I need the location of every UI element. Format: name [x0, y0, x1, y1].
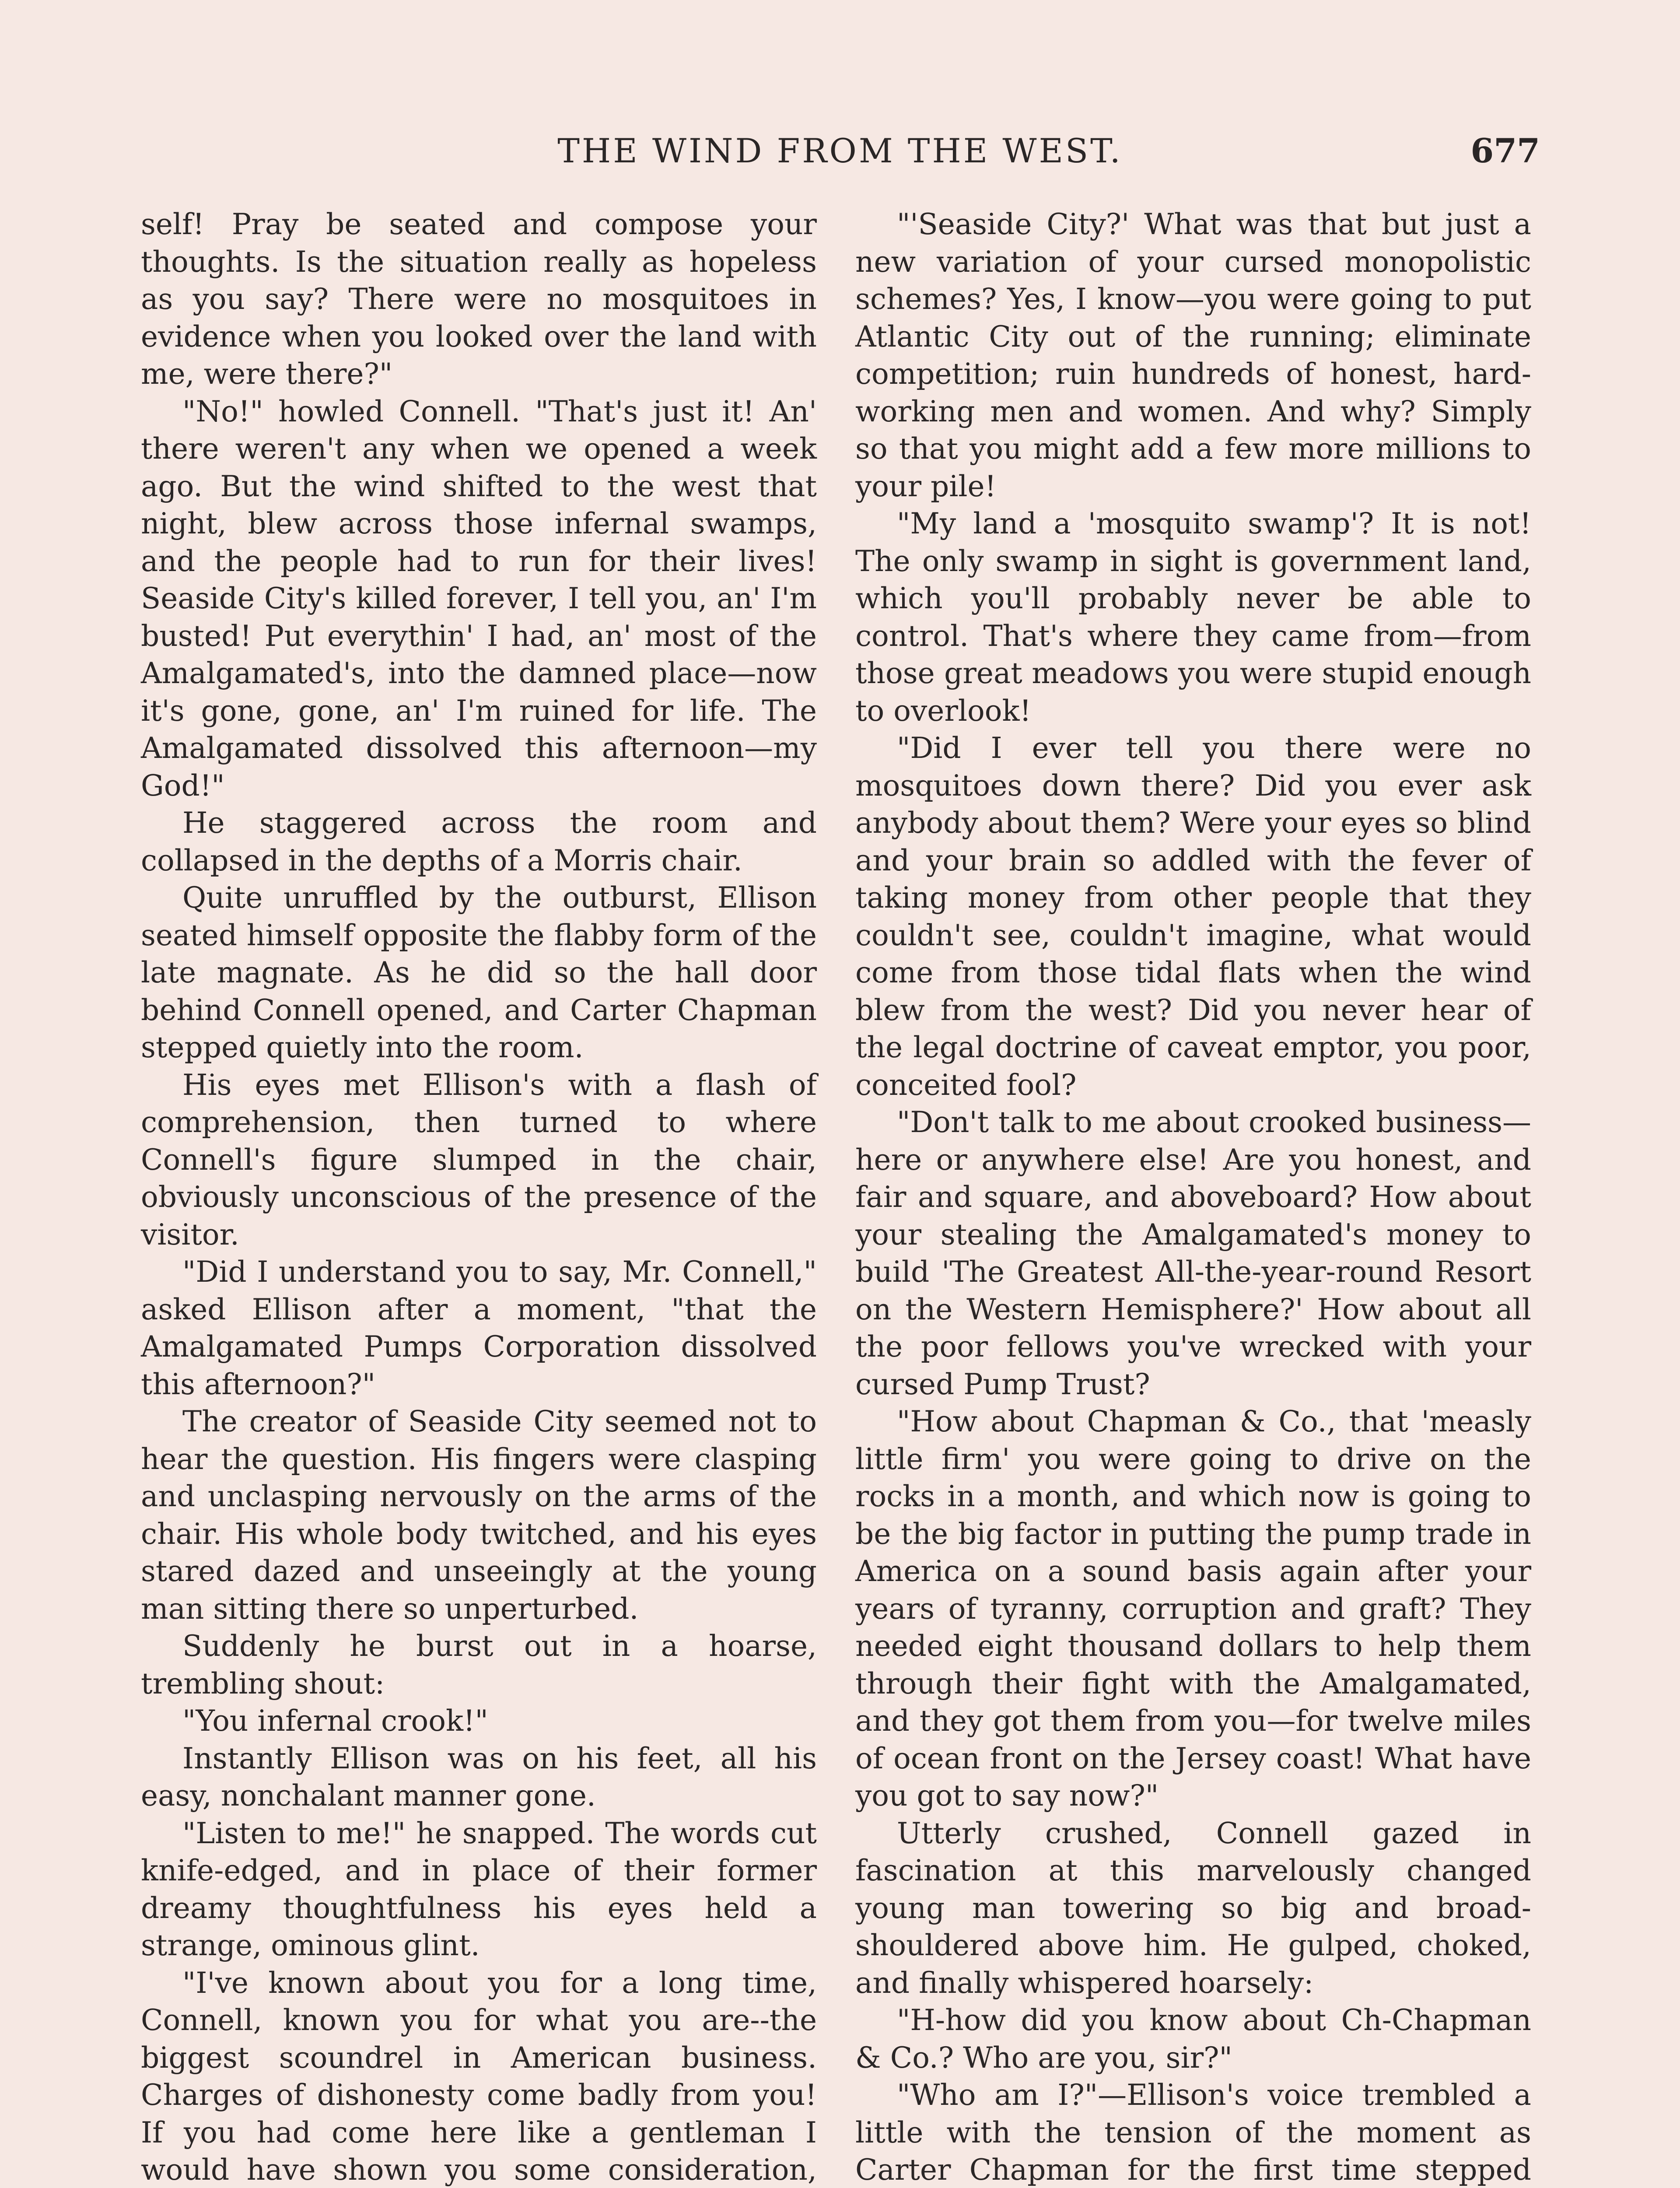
running-title: THE WIND FROM THE WEST.: [557, 131, 1123, 170]
paragraph: "My land a 'mosquito swamp'? It is not! The only swamp in sight is government land, which you'll probably never be able to control. That's where they came from—from those great meadows you were stupid enough to overlook!: [855, 507, 1531, 728]
page-header: [140, 127, 1540, 179]
paragraph: self! Pray be seated and compose your thoughts. Is the situation really as hopeless as you say? There were no mosquitoes in evidence when you looked over the land with me, were there?": [141, 207, 817, 391]
paragraph: Instantly Ellison was on his feet, all his easy, nonchalant manner gone.: [141, 1741, 817, 1813]
paragraph: "Don't talk to me about crooked business—here or anywhere else! Are you honest, and fair and square, and aboveboard? How about your stealing the Amalgamated's money to build 'The Greatest All-the-year-round Resort on the Western Hemisphere?' How about all the poor fellows you've wrecked with your cursed Pump Trust?: [855, 1105, 1531, 1401]
paragraph: "Who am I?"—Ellison's voice trembled a little with the tension of the moment as Carter Chapman for the first time stepped: [855, 2078, 1531, 2187]
paragraph: He staggered across the room and collapsed in the depths of a Morris chair.: [141, 806, 817, 877]
paragraph: Quite unruffled by the outburst, Ellison seated himself opposite the flabby form of the late magnate. As he did so the hall door behind Connell opened, and Carter Chapman stepped quietly into the room.: [141, 881, 817, 1064]
right-column: [855, 206, 1531, 2188]
paragraph: "I've known about you for a long time, Connell, known you for what you are--the biggest scoundrel in American business. Charges of dishonesty come badly from you! If you had come here like a gentleman I would have shown you some consideration,: [141, 1966, 817, 2187]
paragraph: "Did I ever tell you there were no mosquitoes down there? Did you ever ask anybody about them? Were your eyes so blind and your brain so addled with the fever of taking money from other people that they couldn't see, couldn't imagine, what would come from those tidal flats when the wind blew from the west? Did you never hear of the legal doctrine of caveat emptor, you poor, conceited fool?: [855, 731, 1531, 1102]
paragraph: Suddenly he burst out in a hoarse, trembling shout:: [141, 1629, 817, 1701]
paragraph: Utterly crushed, Connell gazed in fascination at this marvelously changed young man towering so big and broad-shouldered above him. He gulped, choked, and finally whispered hoarsely:: [855, 1816, 1531, 2000]
left-column: [141, 206, 817, 2188]
paragraph: The creator of Seaside City seemed not to hear the question. His fingers were clasping and unclasping nervously on the arms of the chair. His whole body twitched, and his eyes stared dazed and unseeingly at the young man sitting there so unperturbed.: [141, 1405, 817, 1626]
paragraph: His eyes met Ellison's with a flash of comprehension, then turned to where Connell's figure slumped in the chair, obviously unconscious of the presence of the visitor.: [141, 1068, 817, 1252]
paragraph: "H-how did you know about Ch-Chapman & Co.? Who are you, sir?": [855, 2003, 1531, 2075]
paragraph: "'Seaside City?' What was that but just a new variation of your cursed monopolistic schemes? Yes, I know—you were going to put Atlantic City out of the running; eliminate competition; ruin hundreds of honest, hard-working men and women. And why? Simply so that you might add a few more millions to your pile!: [855, 207, 1531, 503]
paragraph: "How about Chapman & Co., that 'measly little firm' you were going to drive on the rocks in a month, and which now is going to be the big factor in putting the pump trade in America on a sound basis again after your years of tyranny, corruption and graft? They needed eight thousand dollars to help them through their fight with the Amalgamated, and they got them from you—for twelve miles of ocean front on the Jersey coast! What have you got to say now?": [855, 1405, 1531, 1813]
page-number: 677: [1470, 131, 1540, 170]
paragraph: "You infernal crook!": [182, 1704, 488, 1738]
paragraph: "Listen to me!" he snapped. The words cut knife-edged, and in place of their former dreamy thoughtfulness his eyes held a strange, ominous glint.: [141, 1816, 817, 1962]
paragraph: "Did I understand you to say, Mr. Connell," asked Ellison after a moment, "that the Amalgamated Pumps Corporation dissolved this afternoon?": [141, 1255, 817, 1401]
paragraph: "No!" howled Connell. "That's just it! An' there weren't any when we opened a week ago. But the wind shifted to the west that night, blew across those infernal swamps, and the people had to run for their lives! Seaside City's killed forever, I tell you, an' I'm busted! Put everythin' I had, an' most of the Amalgamated's, into the damned place—now it's gone, gone, an' I'm ruined for life. The Amalgamated dissolved this afternoon—my God!": [141, 394, 817, 803]
